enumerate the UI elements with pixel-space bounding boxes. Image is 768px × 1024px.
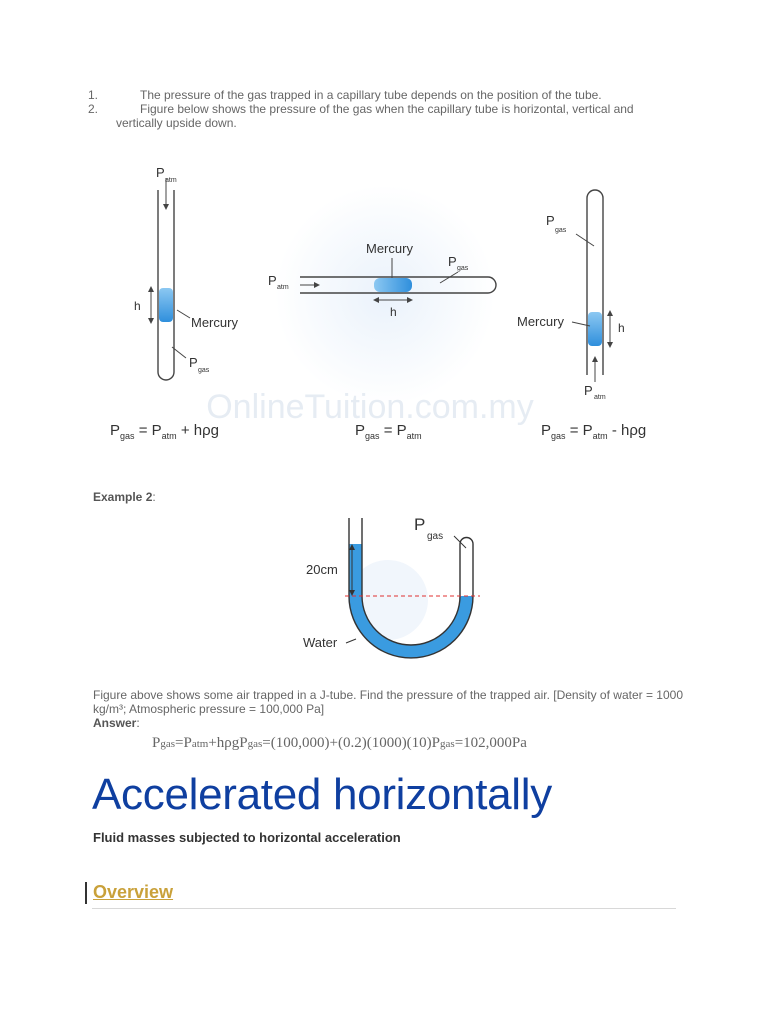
tube-upside-down (517, 190, 646, 441)
equation: $P_{gas} = P_{atm} - h\rho g$ (541, 422, 647, 441)
answer-label: Answer: (93, 716, 140, 730)
page-heading: Accelerated horizontally (92, 770, 552, 819)
height-label: 20cm (306, 562, 338, 577)
problem-text: Figure above shows some air trapped in a J-tube. Find the pressure of the trapped air. [Density of water = 1000 kg/m³; Atmospheric pressure = 100,000 Pa] (93, 688, 683, 716)
mercury-label: Mercury (366, 241, 413, 256)
list-text: Figure below shows the pressure of the gas when the capillary tube is horizontal, vertical and (140, 102, 634, 116)
p-atm-sub: atm (594, 394, 606, 401)
intro-list (88, 88, 688, 130)
overview-link[interactable]: Overview (93, 882, 174, 902)
list-number: 2. (88, 102, 99, 116)
j-tube-figure (290, 510, 490, 670)
p-gas-sub: gas (198, 367, 210, 374)
example-label: Example 2: (93, 490, 156, 504)
h-label: h (390, 305, 397, 319)
water-label: Water (303, 635, 338, 650)
p-atm-sub: atm (277, 284, 289, 291)
list-item (88, 88, 688, 102)
divider (92, 908, 676, 909)
section-subheading: Fluid masses subjected to horizontal acceleration (93, 830, 401, 845)
watermark-globe (275, 185, 495, 405)
p-gas-label: P (448, 254, 457, 269)
h-label: h (134, 299, 141, 313)
p-atm-label: P (156, 165, 165, 180)
mercury-column (159, 288, 173, 322)
mercury-label: Mercury (517, 314, 564, 329)
mercury-column (374, 278, 412, 292)
list-number: 1. (88, 88, 99, 102)
equation: $P_{gas} = P_{atm}$ (355, 422, 422, 441)
p-atm-sub: atm (165, 177, 177, 184)
p-gas-label: P (414, 515, 426, 534)
p-gas-sub: gas (457, 265, 469, 272)
p-atm-label: P (268, 273, 277, 288)
list-text-continued: vertically upside down. (116, 116, 237, 130)
mercury-column (588, 312, 602, 346)
capillary-tube-figure (0, 150, 768, 450)
list-text: The pressure of the gas trapped in a capillary tube depends on the position of the tube. (140, 88, 602, 102)
p-gas-sub: gas (427, 531, 444, 542)
p-gas-label: P (189, 355, 198, 370)
p-gas-label: P (546, 213, 555, 228)
watermark-text: OnlineTuition.com.my (206, 388, 534, 426)
h-label: h (618, 321, 625, 335)
text-cursor (85, 882, 87, 904)
equation: $P_{gas} = P_{atm} + h\rho g$ (110, 422, 219, 441)
p-atm-label: P (584, 383, 593, 398)
list-item (88, 102, 688, 130)
p-gas-sub: gas (555, 227, 567, 234)
answer-formula: Pgas=Patm+hρgPgas=(100,000)+(0.2)(1000)(10)Pgas=102,000Pa (152, 735, 527, 751)
mercury-label: Mercury (191, 315, 238, 330)
